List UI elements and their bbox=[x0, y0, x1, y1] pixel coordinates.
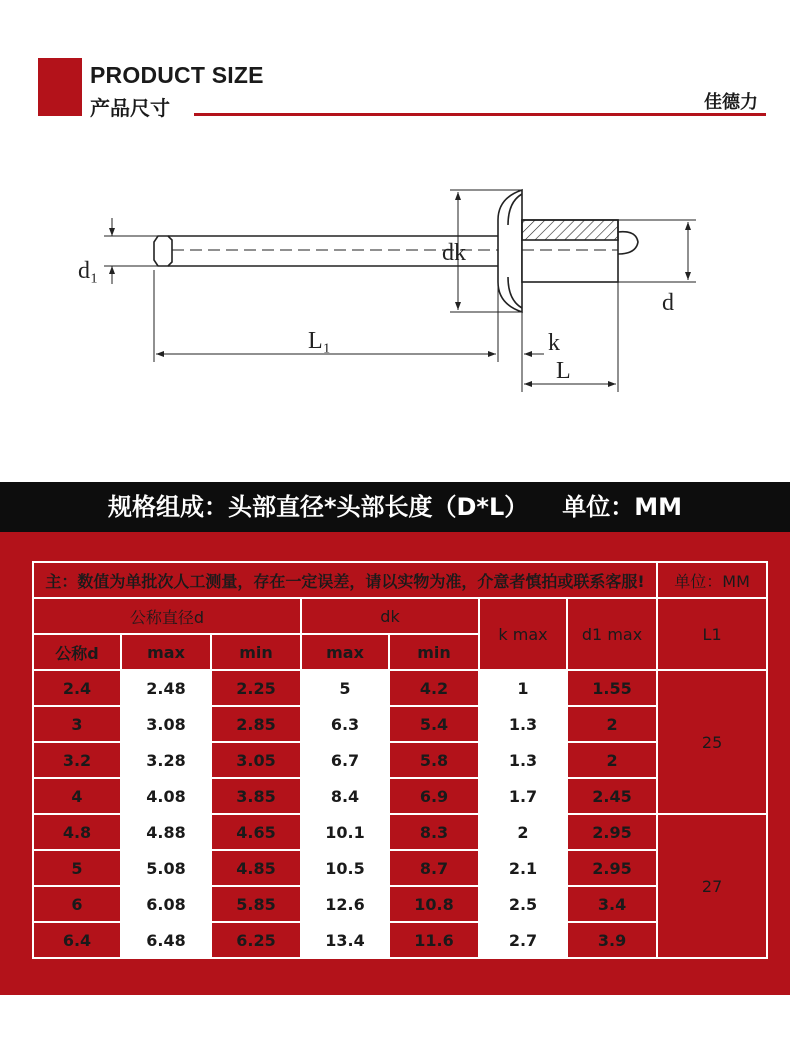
header-d-min: min bbox=[211, 634, 301, 670]
cell-nominal-d: 4 bbox=[33, 778, 121, 814]
header-d-max: max bbox=[121, 634, 211, 670]
header-l1: L1 bbox=[657, 598, 767, 670]
cell-d-max: 6.48 bbox=[121, 922, 211, 958]
cell-dk-max: 5 bbox=[301, 670, 389, 706]
cell-d-min: 3.85 bbox=[211, 778, 301, 814]
table-group-header-row bbox=[33, 598, 767, 634]
cell-dk-min: 8.7 bbox=[389, 850, 479, 886]
label-d1: d₁ bbox=[78, 258, 99, 284]
cell-dk-min: 6.9 bbox=[389, 778, 479, 814]
cell-d1-max: 3.4 bbox=[567, 886, 657, 922]
cell-dk-max: 12.6 bbox=[301, 886, 389, 922]
header-dk: dk bbox=[301, 598, 479, 634]
spec-unit-text: 单位：MM bbox=[562, 493, 683, 521]
cell-dk-min: 8.3 bbox=[389, 814, 479, 850]
table-row bbox=[33, 814, 767, 850]
cell-d1-max: 2.45 bbox=[567, 778, 657, 814]
cell-dk-min: 10.8 bbox=[389, 886, 479, 922]
cell-d-max: 3.28 bbox=[121, 742, 211, 778]
cell-k-max: 2 bbox=[479, 814, 567, 850]
cell-d-min: 5.85 bbox=[211, 886, 301, 922]
cell-nominal-d: 5 bbox=[33, 850, 121, 886]
cell-d1-max: 2.95 bbox=[567, 814, 657, 850]
cell-k-max: 1.7 bbox=[479, 778, 567, 814]
header-dk-max: max bbox=[301, 634, 389, 670]
table-note-row bbox=[33, 562, 767, 598]
cell-k-max: 1.3 bbox=[479, 706, 567, 742]
cell-l1-group: 25 bbox=[657, 670, 767, 814]
cell-dk-min: 11.6 bbox=[389, 922, 479, 958]
cell-dk-min: 5.8 bbox=[389, 742, 479, 778]
cell-d-min: 3.05 bbox=[211, 742, 301, 778]
cell-d-min: 2.85 bbox=[211, 706, 301, 742]
size-spec-table bbox=[32, 561, 768, 959]
table-row bbox=[33, 778, 767, 814]
cell-d-min: 2.25 bbox=[211, 670, 301, 706]
cell-k-max: 2.1 bbox=[479, 850, 567, 886]
table-unit: 单位：MM bbox=[657, 562, 767, 598]
cell-nominal-d: 6 bbox=[33, 886, 121, 922]
cell-d-min: 4.65 bbox=[211, 814, 301, 850]
cell-dk-min: 5.4 bbox=[389, 706, 479, 742]
cell-d1-max: 3.9 bbox=[567, 922, 657, 958]
cell-d-max: 4.08 bbox=[121, 778, 211, 814]
header-d1-max: d1 max bbox=[567, 598, 657, 670]
brand-name: 佳德力 bbox=[704, 92, 758, 113]
header-dk-min: min bbox=[389, 634, 479, 670]
cell-d1-max: 1.55 bbox=[567, 670, 657, 706]
cell-dk-max: 6.7 bbox=[301, 742, 389, 778]
cell-dk-max: 6.3 bbox=[301, 706, 389, 742]
header-divider bbox=[194, 113, 766, 116]
table-row bbox=[33, 886, 767, 922]
header-k-max: k max bbox=[479, 598, 567, 670]
cell-d-max: 4.88 bbox=[121, 814, 211, 850]
table-row bbox=[33, 742, 767, 778]
cell-d-min: 6.25 bbox=[211, 922, 301, 958]
spec-composition-bar bbox=[0, 482, 790, 532]
cell-dk-min: 4.2 bbox=[389, 670, 479, 706]
cell-l1-group: 27 bbox=[657, 814, 767, 958]
table-row bbox=[33, 706, 767, 742]
cell-d-max: 3.08 bbox=[121, 706, 211, 742]
page-title-english: PRODUCT SIZE bbox=[90, 62, 264, 88]
cell-k-max: 1 bbox=[479, 670, 567, 706]
cell-nominal-d: 3.2 bbox=[33, 742, 121, 778]
cell-d-max: 2.48 bbox=[121, 670, 211, 706]
measurement-note: 主：数值为单批次人工测量，存在一定误差，请以实物为准，介意者慎拍或联系客服! bbox=[33, 562, 657, 598]
header-accent-block bbox=[38, 58, 82, 116]
cell-d-max: 6.08 bbox=[121, 886, 211, 922]
page-title-chinese: 产品尺寸 bbox=[90, 96, 170, 120]
table-row bbox=[33, 922, 767, 958]
table-row bbox=[33, 850, 767, 886]
table-row bbox=[33, 670, 767, 706]
label-k: k bbox=[548, 330, 560, 356]
cell-d1-max: 2.95 bbox=[567, 850, 657, 886]
page-header bbox=[0, 0, 790, 130]
cell-dk-max: 10.1 bbox=[301, 814, 389, 850]
cell-dk-max: 8.4 bbox=[301, 778, 389, 814]
label-dk: dk bbox=[442, 240, 466, 266]
rivet-dimension-diagram bbox=[60, 170, 740, 450]
cell-dk-max: 13.4 bbox=[301, 922, 389, 958]
cell-k-max: 2.7 bbox=[479, 922, 567, 958]
label-l: L bbox=[556, 358, 571, 384]
cell-nominal-d: 4.8 bbox=[33, 814, 121, 850]
cell-d1-max: 2 bbox=[567, 706, 657, 742]
cell-k-max: 1.3 bbox=[479, 742, 567, 778]
header-nominal-diameter: 公称直径d bbox=[33, 598, 301, 634]
label-l1: L₁ bbox=[308, 328, 332, 354]
label-d: d bbox=[662, 290, 674, 316]
header-nominal-d: 公称d bbox=[33, 634, 121, 670]
cell-k-max: 2.5 bbox=[479, 886, 567, 922]
spec-composition-text: 规格组成：头部直径*头部长度（D*L） bbox=[107, 493, 529, 521]
cell-nominal-d: 6.4 bbox=[33, 922, 121, 958]
cell-nominal-d: 3 bbox=[33, 706, 121, 742]
cell-nominal-d: 2.4 bbox=[33, 670, 121, 706]
cell-dk-max: 10.5 bbox=[301, 850, 389, 886]
cell-d1-max: 2 bbox=[567, 742, 657, 778]
cell-d-max: 5.08 bbox=[121, 850, 211, 886]
cell-d-min: 4.85 bbox=[211, 850, 301, 886]
